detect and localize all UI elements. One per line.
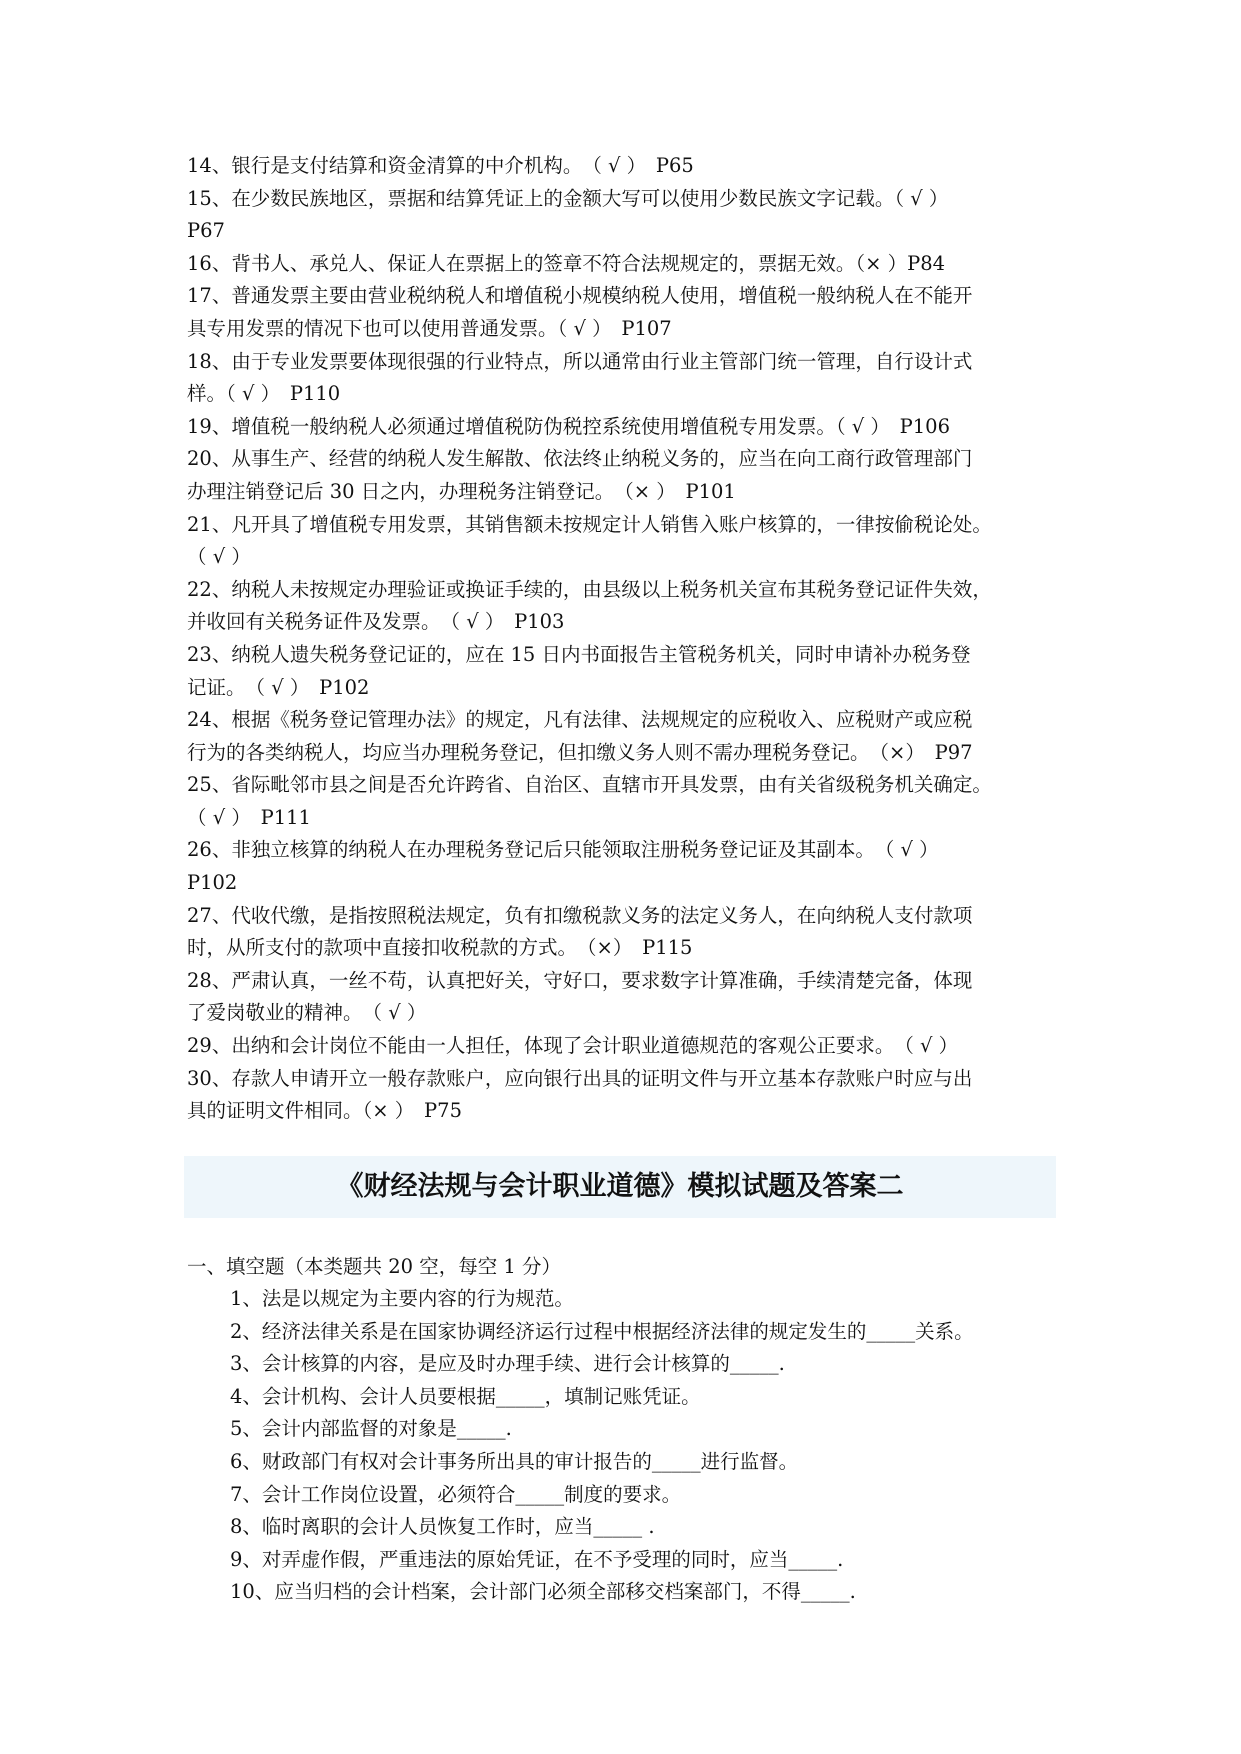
fill-in-item: 5、会计内部监督的对象是_____. [230,1417,512,1441]
question-line: 20、从事生产、经营的纳税人发生解散、依法终止纳税义务的，应当在向工商行政管理部门 [187,447,973,471]
question-line: 时，从所支付的款项中直接扣收税款的方式。 （×） P115 [187,936,693,960]
question-line: P67 [187,219,225,243]
section-title: 《财经法规与会计职业道德》模拟试题及答案二 [184,1156,1056,1218]
question-line: 21、凡开具了增值税专用发票，其销售额未按规定计人销售入账户核算的，一律按偷税论处。 [187,512,992,536]
question-line: （ √ ） [187,545,251,569]
fill-in-item: 10、应当归档的会计档案，会计部门必须全部移交档案部门，不得_____. [230,1580,856,1604]
question-line: 办理注销登记后 30 日之内，办理税务注销登记。 （× ） P101 [187,479,736,503]
fill-in-item: 3、会计核算的内容，是应及时办理手续、进行会计核算的_____. [230,1352,785,1376]
question-line: 18、由于专业发票要体现很强的行业特点，所以通常由行业主管部门统一管理，自行设计式 [187,349,973,373]
question-line: 27、代收代缴，是指按照税法规定，负有扣缴税款义务的法定义务人，在向纳税人支付款项 [187,903,973,927]
question-line: 29、出纳和会计岗位不能由一人担任，体现了会计职业道德规范的客观公正要求。 （ √ ） [187,1034,959,1058]
fill-in-item: 9、对弄虚作假，严重违法的原始凭证，在不予受理的同时，应当_____. [230,1547,844,1571]
question-line: 17、普通发票主要由营业税纳税人和增值税小规模纳税人使用，增值税一般纳税人在不能开 [187,284,973,308]
true-false-questions [187,150,1067,1128]
question-line: 了爱岗敬业的精神。 （ √ ） [187,1001,427,1025]
fill-in-questions [230,1283,1070,1609]
question-line: 23、纳税人遗失税务登记证的，应在 15 日内书面报告主管税务机关，同时申请补办税务登 [187,642,971,666]
question-line: 并收回有关税务证件及发票。 （ √ ） P103 [187,610,565,634]
question-line: 15、在少数民族地区，票据和结算凭证上的金额大写可以使用少数民族文字记载。（ √ ） [187,186,949,210]
question-line: 25、省际毗邻市县之间是否允许跨省、自治区、直辖市开具发票，由有关省级税务机关确定。 [187,773,992,797]
question-line: 记证。 （ √ ） P102 [187,675,370,699]
question-line: 样。（ √ ） P110 [187,382,341,406]
question-line: 具专用发票的情况下也可以使用普通发票。（ √ ） P107 [187,316,672,340]
question-line: 14、银行是支付结算和资金清算的中介机构。 （ √ ） P65 [187,154,694,177]
question-line: 具的证明文件相同。（× ） P75 [187,1099,462,1123]
question-line: （ √ ） P111 [187,805,311,829]
question-line: 26、非独立核算的纳税人在办理税务登记后只能领取注册税务登记证及其副本。 （ √ ） [187,838,939,862]
fill-in-item: 6、财政部门有权对会计事务所出具的审计报告的_____进行监督。 [230,1449,799,1473]
question-line: 24、根据《税务登记管理办法》的规定，凡有法律、法规规定的应税收入、应税财产或应税 [187,708,973,732]
fill-in-item: 2、经济法律关系是在国家协调经济运行过程中根据经济法律的规定发生的_____关系。 [230,1319,974,1343]
question-line: 22、纳税人未按规定办理验证或换证手续的，由县级以上税务机关宣布其税务登记证件失效， [187,577,992,601]
fill-in-item: 1、法是以规定为主要内容的行为规范。 [230,1287,574,1310]
fill-in-heading: 一、填空题（本类题共 20 空，每空 1 分） [187,1255,562,1278]
fill-in-item: 7、会计工作岗位设置，必须符合_____制度的要求。 [230,1482,682,1506]
question-line: 30、存款人申请开立一般存款账户，应向银行出具的证明文件与开立基本存款账户时应与出 [187,1066,973,1090]
question-line: P102 [187,871,238,895]
fill-in-item: 8、临时离职的会计人员恢复工作时，应当_____ . [230,1515,655,1539]
question-line: 行为的各类纳税人，均应当办理税务登记，但扣缴义务人则不需办理税务登记。 （×） P97 [187,740,973,764]
question-line: 16、背书人、承兑人、保证人在票据上的签章不符合法规规定的，票据无效。（× ）P84 [187,251,946,275]
question-line: 19、增值税一般纳税人必须通过增值税防伪税控系统使用增值税专用发票。（ √ ） P106 [187,414,950,438]
fill-in-item: 4、会计机构、会计人员要根据_____，填制记账凭证。 [230,1384,701,1408]
question-line: 28、严肃认真，一丝不苟，认真把好关，守好口，要求数字计算准确，手续清楚完备，体现 [187,968,973,992]
